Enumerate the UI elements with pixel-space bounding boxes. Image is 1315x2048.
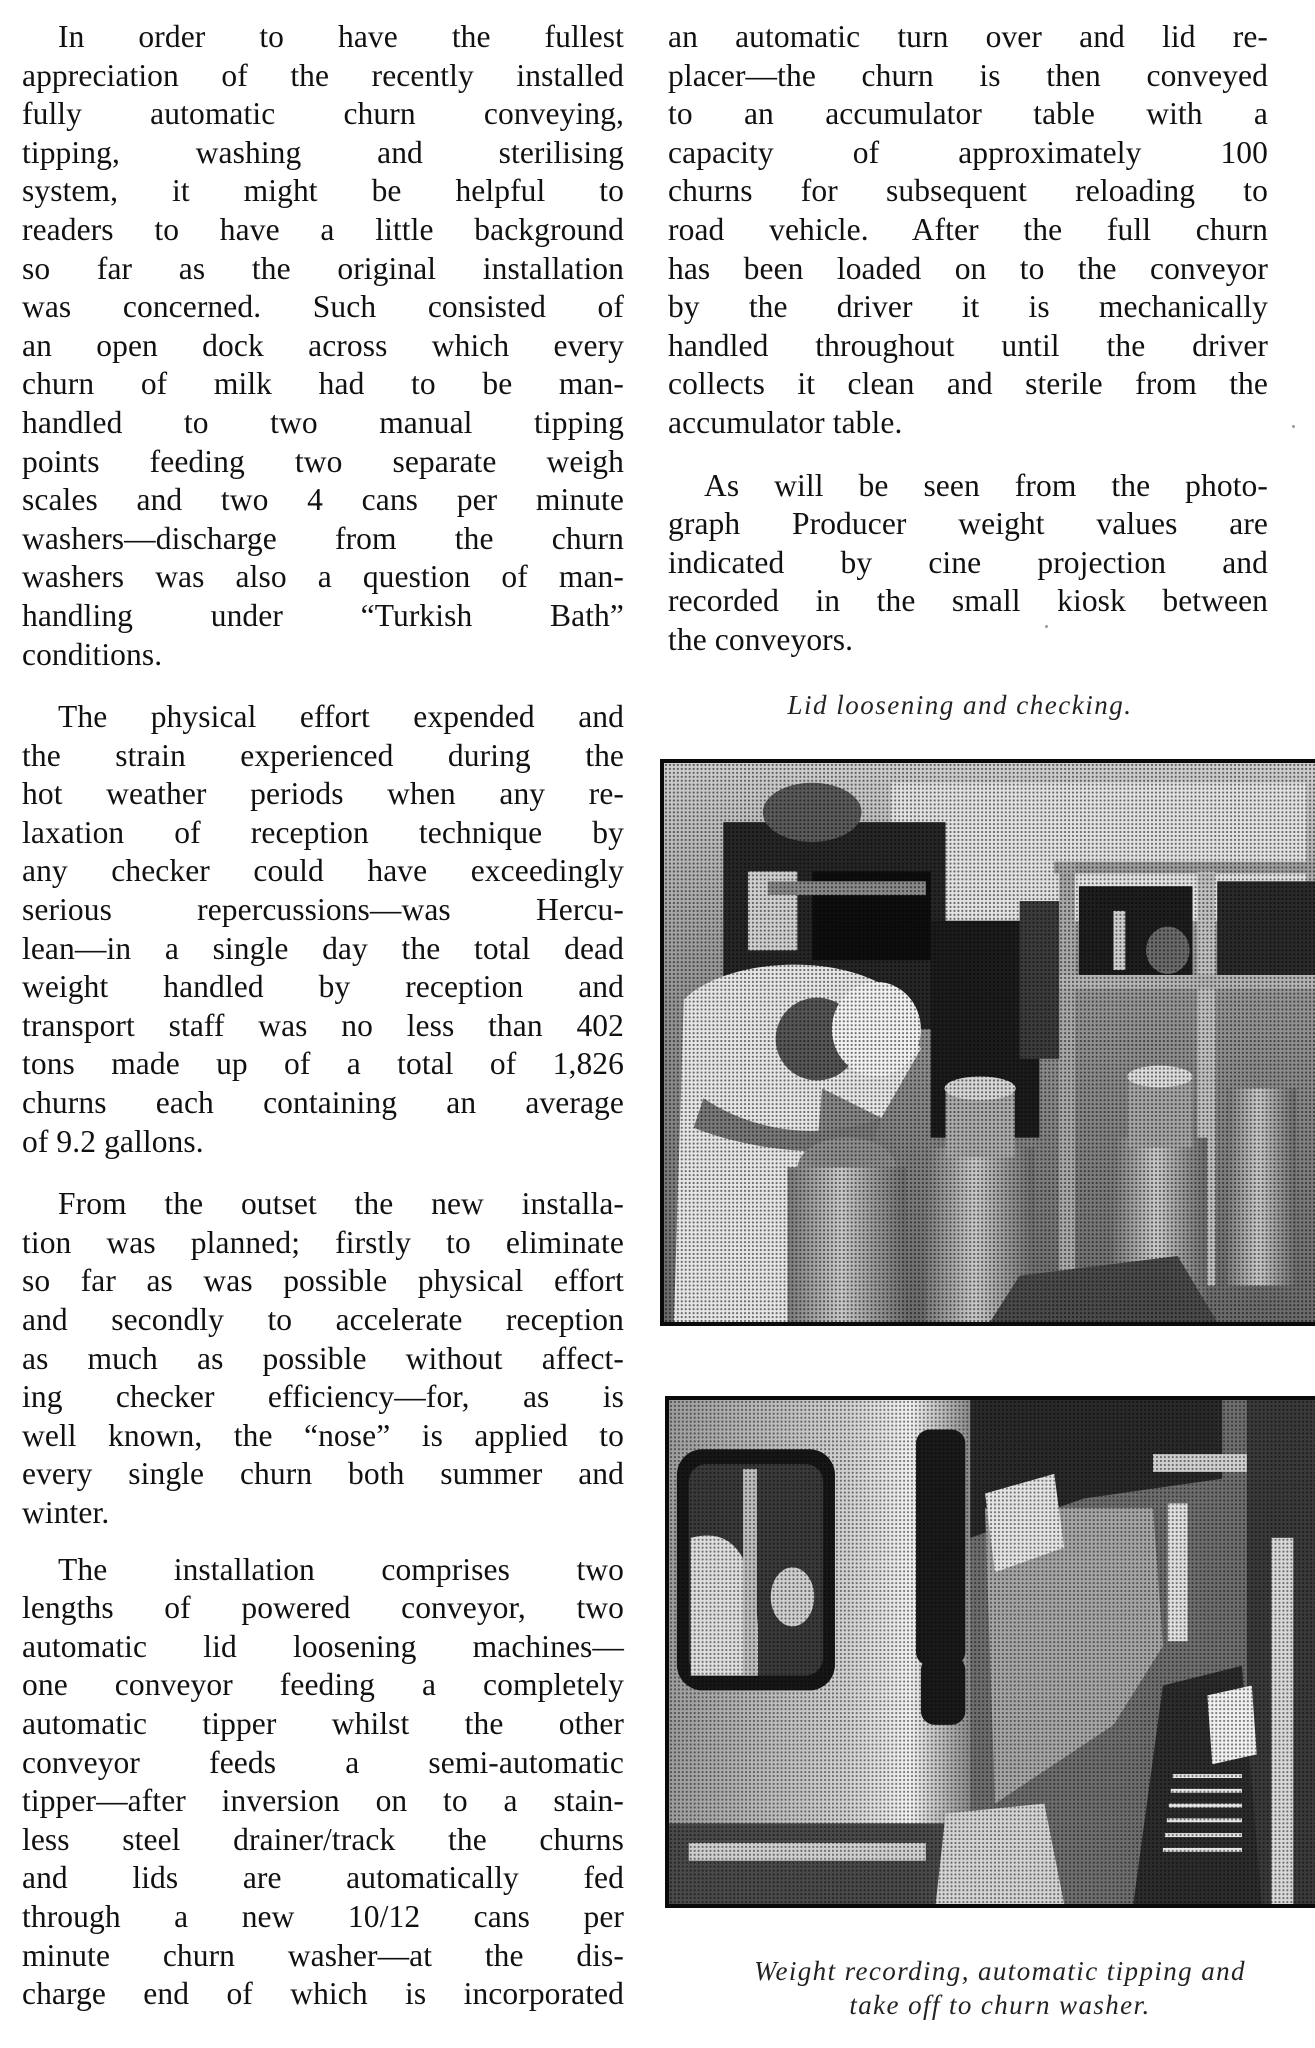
- text-line: of 9.2 gallons.: [22, 1123, 204, 1159]
- text-line: graph Producer weight values are: [668, 506, 1268, 542]
- text-line: tons made up of a total of 1,826: [22, 1046, 624, 1082]
- figure-caption-weight-recording: [680, 1954, 1315, 2022]
- text-line: tion was planned; firstly to eliminate: [22, 1224, 624, 1260]
- paragraph-installation-comprises: [22, 1551, 624, 2014]
- right-column: [668, 18, 1268, 660]
- paragraph-photograph-note: [668, 467, 1268, 660]
- text-line: and lids are automatically fed: [22, 1860, 624, 1896]
- text-line: less steel drainer/track the churns: [22, 1821, 624, 1857]
- text-line: transport staff was no less than 402: [22, 1007, 624, 1043]
- text-line: an open dock across which every: [22, 327, 624, 363]
- text-line: tipper—after inversion on to a stain-: [22, 1783, 624, 1819]
- text-line: tipping, washing and sterilising: [22, 134, 624, 170]
- text-line: automatic lid loosening machines—: [22, 1628, 624, 1664]
- text-line: As will be seen from the photo-: [704, 467, 1268, 503]
- text-line: to an accumulator table with a: [668, 96, 1268, 132]
- text-line: winter.: [22, 1494, 110, 1530]
- text-line: handled to two manual tipping: [22, 404, 624, 440]
- text-line: The installation comprises two: [58, 1551, 624, 1587]
- text-line: points feeding two separate weigh: [22, 443, 624, 479]
- text-line: was concerned. Such consisted of: [22, 289, 624, 325]
- text-line: so far as was possible physical effort: [22, 1263, 624, 1299]
- text-line: serious repercussions—was Hercu-: [22, 892, 624, 928]
- text-line: well known, the “nose” is applied to: [22, 1417, 624, 1453]
- caption-line: take off to churn washer.: [849, 1990, 1151, 2020]
- text-line: From the outset the new installa-: [58, 1186, 624, 1222]
- text-line: as much as possible without affect-: [22, 1340, 624, 1376]
- scan-speck: [1292, 425, 1295, 428]
- text-line: every single churn both summer and: [22, 1456, 624, 1492]
- text-line: road vehicle. After the full churn: [668, 211, 1268, 247]
- text-line: In order to have the fullest: [58, 19, 624, 54]
- caption-line: Weight recording, automatic tipping and: [754, 1956, 1246, 1986]
- text-line: charge end of which is incorporated: [22, 1976, 624, 2012]
- text-line: churns each containing an average: [22, 1085, 624, 1121]
- paragraph-turn-over: [668, 18, 1268, 443]
- paragraph-new-installation: [22, 1185, 624, 1532]
- text-line: indicated by cine projection and: [668, 544, 1268, 580]
- text-line: placer—the churn is then conveyed: [668, 57, 1268, 93]
- paragraph-background: [22, 18, 624, 674]
- text-line: so far as the original installation: [22, 250, 624, 286]
- halftone-photo-icon: [664, 763, 1315, 1322]
- text-line: accumulator table.: [668, 404, 903, 440]
- text-line: churns for subsequent reloading to: [668, 173, 1268, 209]
- text-line: the conveyors.: [668, 621, 854, 657]
- text-line: minute churn washer—at the dis-: [22, 1937, 624, 1973]
- text-line: ing checker efficiency—for, as is: [22, 1379, 624, 1415]
- text-line: recorded in the small kiosk between: [668, 583, 1268, 619]
- text-line: appreciation of the recently installed: [22, 57, 624, 93]
- text-line: readers to have a little background: [22, 211, 624, 247]
- text-line: conveyor feeds a semi-automatic: [22, 1744, 624, 1780]
- text-line: hot weather periods when any re-: [22, 776, 624, 812]
- text-line: an automatic turn over and lid re-: [668, 19, 1268, 54]
- text-line: fully automatic churn conveying,: [22, 96, 624, 132]
- text-line: handled throughout until the driver: [668, 327, 1268, 363]
- text-line: handling under “Turkish Bath”: [22, 597, 624, 633]
- text-line: the strain experienced during the: [22, 737, 624, 773]
- text-line: laxation of reception technique by: [22, 814, 624, 850]
- text-line: system, it might be helpful to: [22, 173, 624, 209]
- text-line: any checker could have exceedingly: [22, 853, 624, 889]
- text-line: one conveyor feeding a completely: [22, 1667, 624, 1703]
- photo-weight-recording: [665, 1396, 1315, 1908]
- text-line: churn of milk had to be man-: [22, 366, 624, 402]
- text-line: capacity of approximately 100: [668, 134, 1268, 170]
- text-line: scales and two 4 cans per minute: [22, 482, 624, 518]
- text-line: automatic tipper whilst the other: [22, 1705, 624, 1741]
- text-line: lean—in a single day the total dead: [22, 930, 624, 966]
- halftone-photo-icon: [669, 1400, 1315, 1904]
- paragraph-physical-effort: [22, 698, 624, 1161]
- text-line: by the driver it is mechanically: [668, 289, 1268, 325]
- text-line: washers was also a question of man-: [22, 559, 624, 595]
- figure-caption-lid-loosening: Lid loosening and checking.: [787, 690, 1133, 720]
- text-line: conditions.: [22, 636, 163, 672]
- text-line: through a new 10/12 cans per: [22, 1898, 624, 1934]
- photo-lid-loosening: [660, 759, 1315, 1326]
- text-line: lengths of powered conveyor, two: [22, 1590, 624, 1626]
- left-column: [22, 18, 624, 2014]
- text-line: has been loaded on to the conveyor: [668, 250, 1268, 286]
- text-line: The physical effort expended and: [58, 699, 624, 735]
- scan-speck: [1045, 625, 1048, 628]
- text-line: washers—discharge from the churn: [22, 520, 624, 556]
- text-line: collects it clean and sterile from the: [668, 366, 1268, 402]
- text-line: weight handled by reception and: [22, 969, 624, 1005]
- text-line: and secondly to accelerate reception: [22, 1302, 624, 1337]
